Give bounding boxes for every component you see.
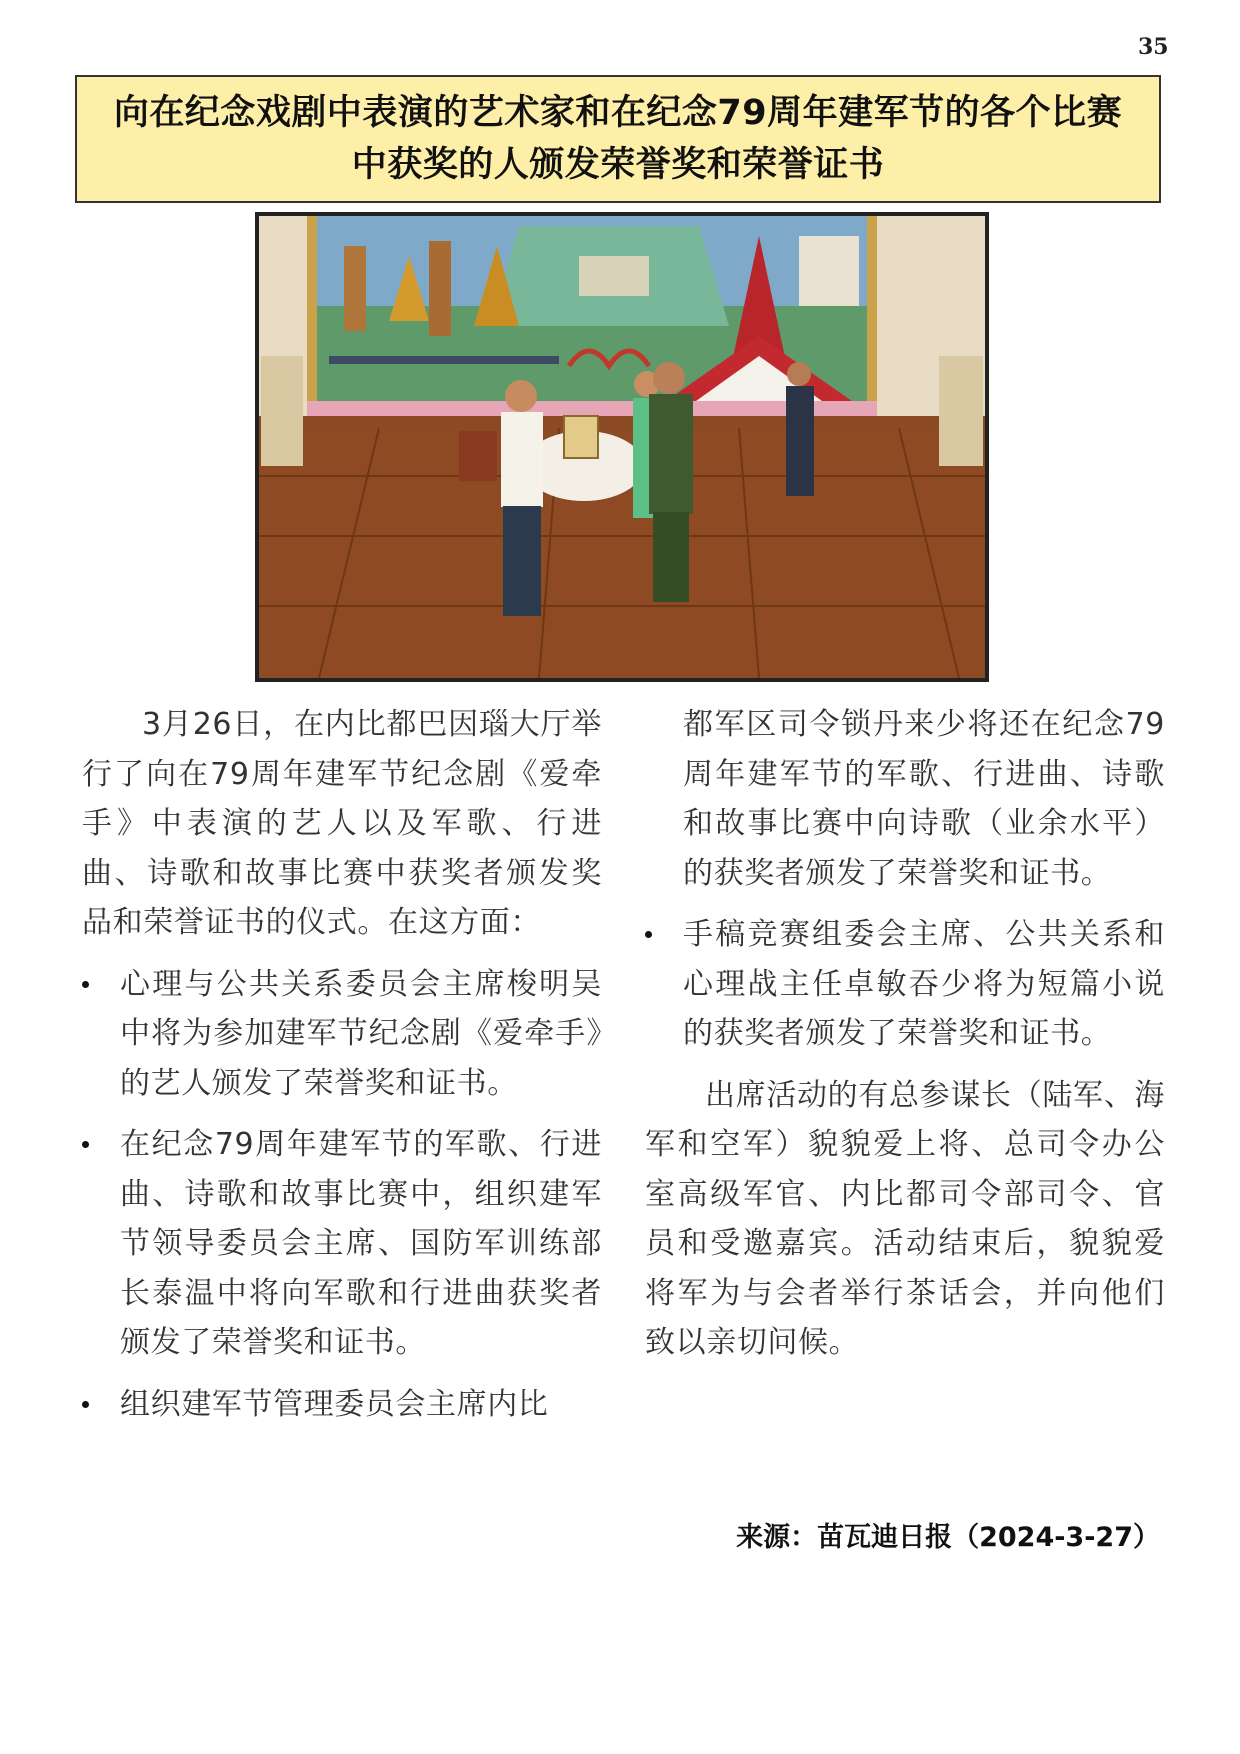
photo-mural-building	[579, 256, 649, 296]
title-line-1: 向在纪念戏剧中表演的艺术家和在纪念79周年建军节的各个比赛	[113, 93, 1123, 133]
photo-screen-left	[261, 356, 303, 466]
title-box	[75, 75, 1161, 203]
bullet-text: 手稿竞赛组委会主席、公共关系和心理战主任卓敏吞少将为短篇小说的获奖者颁发了荣誉奖和证书。	[683, 917, 1165, 1051]
award-ceremony-photo	[255, 212, 989, 682]
intro-paragraph: 3月26日，在内比都巴因瑙大厅举行了向在79周年建军节纪念剧《爱牵手》中表演的艺人以及军歌、行进曲、诗歌和故事比赛中获奖者颁发奖品和荣誉证书的仪式。在这方面：	[82, 707, 602, 940]
photo-chair	[459, 431, 497, 481]
photo-mural-statue-2	[429, 241, 451, 336]
photo-mural-statue-1	[344, 246, 366, 331]
bullet-text: 心理与公共关系委员会主席梭明吴中将为参加建军节纪念剧《爱牵手》的艺人颁发了荣誉奖和证书。	[120, 966, 602, 1101]
closing-paragraph: 出席活动的有总参谋长（陆军、海军和空军）貌貌爱上将、总司令办公室高级军官、内比都司令部司令、官员和受邀嘉宾。活动结束后，貌貌爱将军为与会者举行茶话会，并向他们致以亲切问候。	[645, 1077, 1165, 1360]
photo-mural-bridge	[329, 356, 559, 364]
photo-person-officer-head	[653, 362, 685, 394]
source-credit: 来源：苗瓦迪日报（2024-3-27）	[736, 1522, 1160, 1553]
page-number: 35	[1138, 34, 1169, 60]
bullet-item	[82, 1120, 602, 1368]
bullet-list-left	[82, 960, 602, 1430]
photo-mural-buildings	[799, 236, 859, 306]
photo-screen-right	[939, 356, 983, 466]
photo-person-civilian-jacket	[501, 412, 543, 507]
photo-person-officer-trousers	[653, 512, 689, 602]
photo-person-officer-jacket	[649, 394, 693, 514]
bullet-dot-icon	[82, 1401, 89, 1408]
left-column	[82, 700, 602, 1441]
photo-stage-edge	[259, 416, 985, 428]
bullet-continued-text: 都军区司令锁丹来少将还在纪念79周年建军节的军歌、行进曲、诗歌和故事比赛中向诗歌（业余水平）的获奖者颁发了荣誉奖和证书。	[683, 707, 1165, 891]
right-column	[645, 700, 1165, 1368]
photo-person-cameraman-body	[786, 386, 814, 496]
title-line-2: 中获奖的人颁发荣誉奖和荣誉证书	[351, 145, 885, 185]
photo-person-cameraman-head	[787, 362, 811, 386]
bullet-list-right	[645, 910, 1165, 1059]
photo-certificate	[564, 416, 598, 458]
bullet-dot-icon	[82, 981, 89, 988]
photo-illustration	[259, 216, 985, 678]
bullet-item	[82, 1380, 602, 1430]
bullet-item	[645, 910, 1165, 1059]
bullet-dot-icon	[645, 931, 652, 938]
bullet-text: 组织建军节管理委员会主席内比	[120, 1386, 549, 1422]
bullet-text: 在纪念79周年建军节的军歌、行进曲、诗歌和故事比赛中，组织建军节领导委员会主席、国防军训练部长泰温中将向军歌和行进曲获奖者颁发了荣誉奖和证书。	[120, 1127, 602, 1360]
bullet-item	[82, 960, 602, 1109]
bullet-dot-icon	[82, 1141, 89, 1148]
photo-person-civilian-longyi	[503, 506, 541, 616]
photo-person-civilian-head	[505, 380, 537, 412]
